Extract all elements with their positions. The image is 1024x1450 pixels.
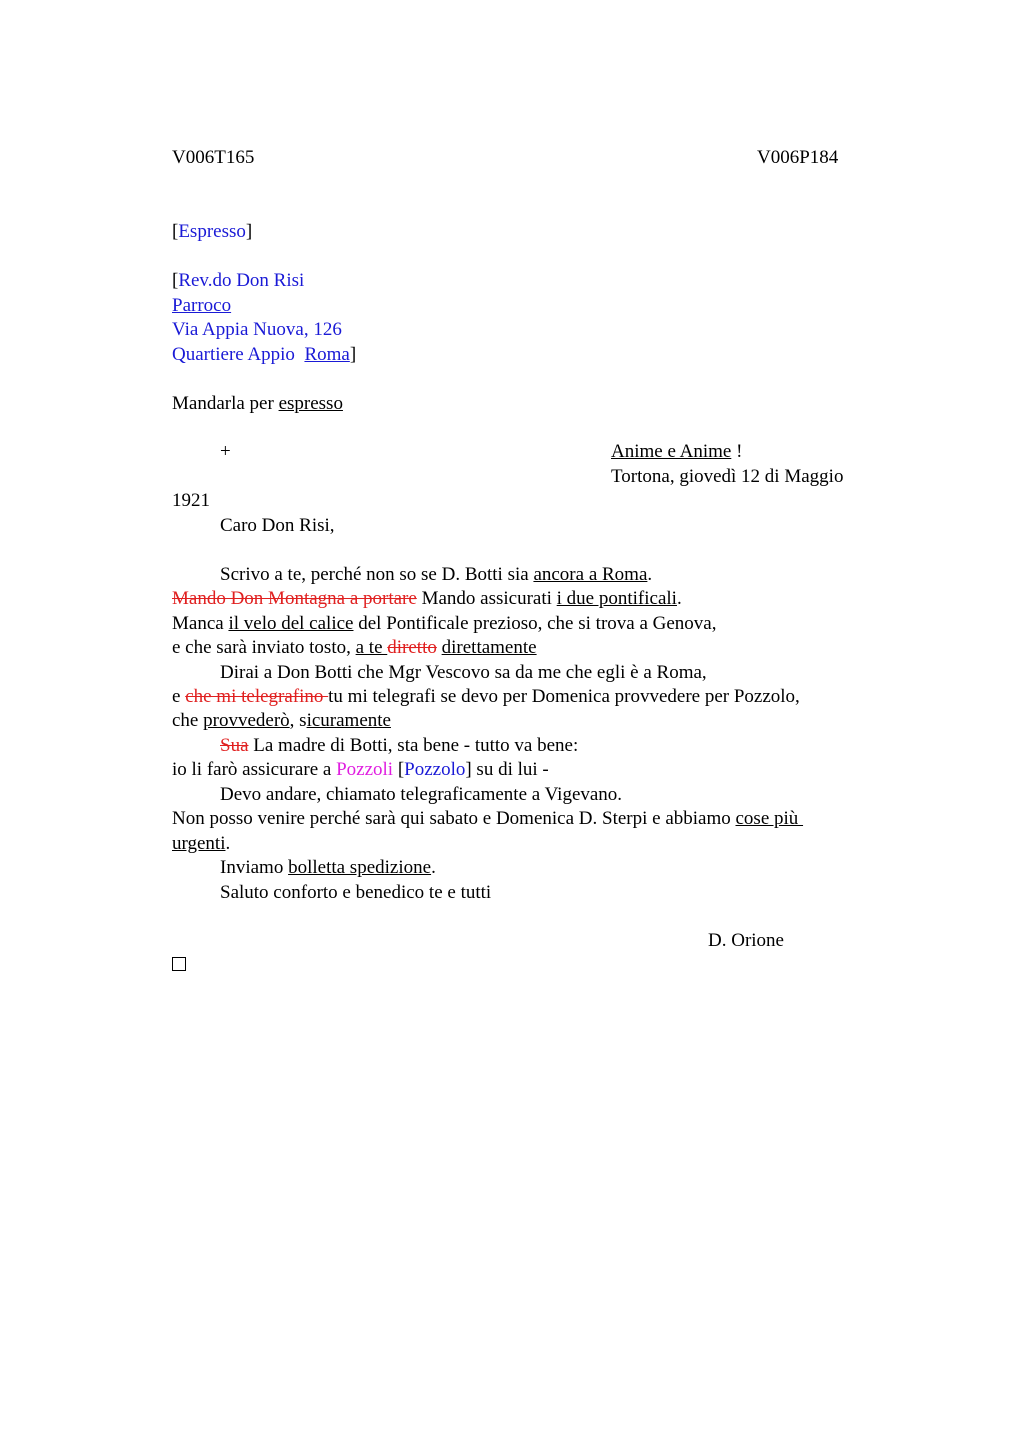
text: Mando assicurati: [416, 588, 557, 609]
signature: D. Orione: [708, 930, 784, 951]
text: ] su di lui -: [465, 759, 549, 780]
text: tu mi telegrafi se devo per Domenica provvedere per Pozzolo,: [328, 686, 800, 707]
address-street: Via Appia Nuova, 126: [172, 319, 342, 340]
body-line-12: [172, 832, 230, 856]
text: .: [647, 564, 653, 585]
mailing-note: [172, 392, 343, 416]
salutation: Caro Don Risi,: [220, 515, 335, 536]
bracket: [: [172, 221, 179, 242]
motto-tail: !: [731, 441, 743, 462]
espresso-line: [172, 220, 252, 244]
text: .: [431, 857, 436, 878]
body-line-11: [172, 807, 803, 831]
body-line-7: [172, 709, 391, 733]
editorial-correction: Pozzolo: [404, 759, 466, 780]
note-espresso: espresso: [278, 393, 343, 414]
document-id-right: V006P184: [757, 147, 839, 168]
body-line-8: [220, 734, 578, 758]
underlined-text: a te: [355, 637, 388, 658]
deleted-text: che mi telegrafino: [185, 686, 329, 707]
underlined-text: provvederò: [203, 710, 290, 731]
text: , s: [289, 710, 307, 731]
year: 1921: [172, 490, 210, 511]
recipient-name: Rev.do Don Risi: [178, 270, 305, 291]
motto-line: [611, 440, 742, 464]
original-spelling: Pozzoli: [336, 759, 394, 780]
end-marker-square-icon: [172, 957, 186, 971]
body-line-13: [220, 856, 436, 880]
text: Manca: [172, 613, 229, 634]
text: e: [172, 686, 186, 707]
body-line-1: [220, 563, 652, 587]
address-rev-line: [172, 269, 304, 293]
bracket: [: [172, 270, 179, 291]
bracket: ]: [245, 221, 253, 242]
text: e che sarà inviato tosto,: [172, 637, 356, 658]
deleted-text: Mando Don Montagna a portare: [172, 588, 417, 609]
text: Non posso venire perché sarà qui sabato e Domenica D. Sterpi e abbiamo: [172, 808, 736, 829]
deleted-text: Sua: [220, 735, 249, 756]
recipient-title: Parroco: [172, 295, 232, 316]
underlined-text: i due pontificali: [556, 588, 677, 609]
underlined-text: bolletta spedizione: [288, 857, 432, 878]
body-line-10: Devo andare, chiamato telegraficamente a Vigevano.: [220, 784, 623, 805]
deleted-text: diretto: [387, 637, 437, 658]
body-line-5: Dirai a Don Botti che Mgr Vescovo sa da me che egli è a Roma,: [220, 662, 707, 683]
underlined-text: il velo del calice: [228, 613, 354, 634]
note-text: Mandarla per: [172, 393, 279, 414]
address-city: Roma: [304, 344, 350, 365]
body-line-14: Saluto conforto e benedico te e tutti: [220, 882, 492, 903]
address-quarter-line: [172, 343, 356, 367]
body-line-3: [172, 612, 716, 636]
body-line-9: [172, 758, 549, 782]
text: Inviamo: [220, 857, 289, 878]
underlined-text: cose più: [735, 808, 804, 829]
place-date: Tortona, giovedì 12 di Maggio: [611, 466, 844, 487]
motto: Anime e Anime: [611, 441, 732, 462]
body-line-4: [172, 636, 537, 660]
text: .: [225, 833, 231, 854]
text: [: [393, 759, 405, 780]
underlined-text: direttamente: [441, 637, 537, 658]
text: del Pontificale prezioso, che si trova a Genova,: [353, 613, 717, 634]
text: Scrivo a te, perché non so se D. Botti sia: [220, 564, 534, 585]
underlined-text: ancora a Roma: [533, 564, 648, 585]
text: La madre di Botti, sta bene - tutto va bene:: [248, 735, 579, 756]
text: che: [172, 710, 204, 731]
text: .: [676, 588, 682, 609]
bracket: ]: [349, 344, 357, 365]
address-quarter: Quartiere Appio: [172, 344, 300, 365]
body-line-6: [172, 685, 800, 709]
espresso-label: Espresso: [178, 221, 246, 242]
underlined-text: icuramente: [306, 710, 391, 731]
cross-symbol: +: [220, 441, 231, 462]
body-line-2: [172, 587, 682, 611]
text: io li farò assicurare a: [172, 759, 337, 780]
document-id-left: V006T165: [172, 147, 255, 168]
underlined-text: urgenti: [172, 833, 226, 854]
